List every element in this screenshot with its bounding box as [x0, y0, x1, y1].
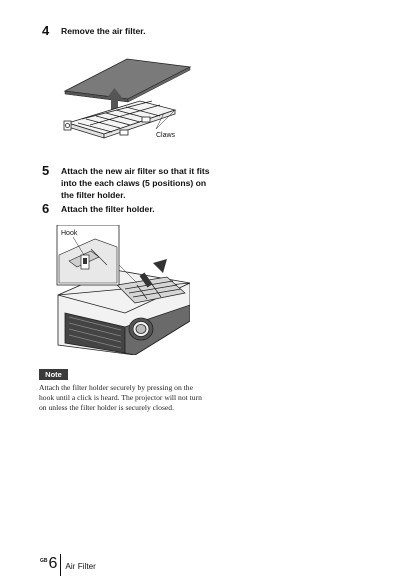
step-6 [42, 202, 261, 216]
lens-icon [129, 318, 153, 340]
step-4 [42, 24, 261, 38]
section-title: Air Filter [65, 562, 96, 571]
hook-inset [57, 225, 119, 285]
filter-removal-illustration [60, 55, 200, 147]
note-badge: Note [39, 369, 68, 380]
page-footer [40, 550, 96, 572]
claws-callout: Claws [156, 132, 176, 139]
region-code: GB [40, 558, 48, 564]
step-number: 5 [42, 163, 50, 178]
step-number: 6 [42, 201, 50, 216]
step-number: 4 [42, 23, 50, 38]
step-instruction: Attach the filter holder. [61, 204, 155, 214]
step-5 [42, 164, 221, 201]
note-text: Attach the filter holder securely by pressing on the hook until a click is heard. The projector will not turn on unless the filter holder is securely closed. [39, 383, 202, 413]
step-instruction: Remove the air filter. [61, 26, 146, 36]
hook-callout: Hook [61, 230, 78, 237]
holder-attach-illustration [55, 225, 190, 355]
footer-divider [60, 554, 61, 576]
page-number: 6 [48, 555, 58, 572]
step-instruction: Attach the new air filter so that it fits into the each claws (5 positions) on the filter holder. [61, 166, 210, 200]
